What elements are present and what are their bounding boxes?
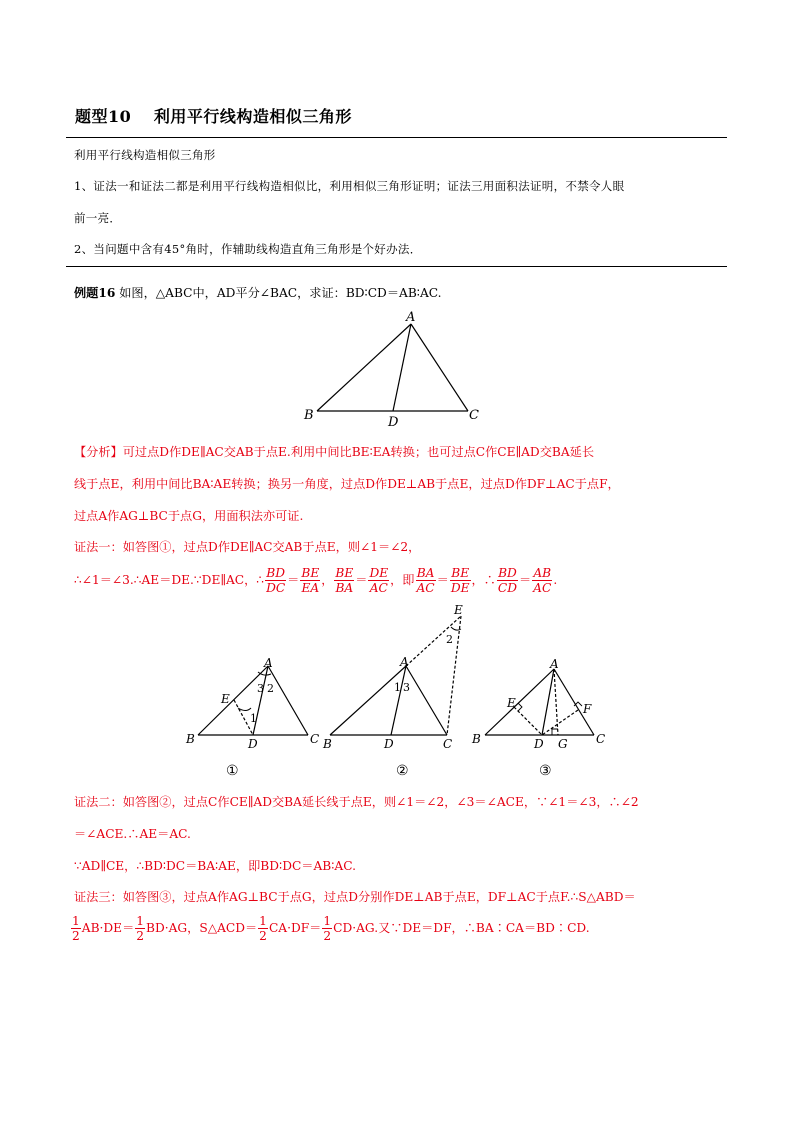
fig2-label-b: B [323, 737, 332, 751]
main-label-d: D [388, 415, 399, 430]
fraction-half: $\frac{1}{2}$ [72, 914, 80, 944]
fraction-half: $\frac{1}{2}$ [136, 914, 145, 944]
section-title: 题型10 利用平行线构造相似三角形 [75, 107, 352, 126]
fraction: $\frac{BE}{EA}$ [301, 566, 320, 596]
analysis-line-3: 过点A作AG⊥BC于点G，用面积法亦可证. [74, 509, 304, 523]
main-label-a: A [406, 310, 416, 325]
fig1-angle-2: 2 [267, 682, 274, 695]
proof3-line-2: $\frac{1}{2}$ AB·DE＝ $\frac{1}{2}$ BD·AG，S△ACD＝ $\frac{1}{2}$ CA·DF＝ $\frac{1}{2}$ CD·AG.又∵DE＝DF，∴BA∶CA＝BD∶CD. [72, 914, 590, 944]
example-label: 例题16 [74, 286, 116, 300]
fig2-label-c: C [443, 737, 453, 751]
fig1-label-d: D [248, 737, 258, 751]
fraction: $\frac{AB}{AC}$ [533, 566, 552, 596]
analysis-line-1: 【分析】可过点D作DE∥AC交AB于点E.利用中间比BE∶EA转换；也可过点C作CE∥AD交BA延长 [74, 445, 595, 459]
fraction: $\frac{BD}{DC}$ [266, 566, 286, 596]
proof1-line-1: 证法一：如答图①，过点D作DE∥AC交AB于点E，则∠1＝∠2， [74, 540, 421, 554]
main-label-c: C [469, 408, 479, 423]
fig2-caption: ② [396, 763, 409, 779]
example-text: 如图，△ABC中，AD平分∠BAC，求证：BD∶CD＝AB∶AC. [119, 286, 442, 300]
fig3-label-g: G [558, 737, 568, 751]
fig3-label-b: B [472, 732, 481, 746]
proof2-line-2: ＝∠ACE.∴AE＝AC. [74, 827, 191, 841]
proof1-line-2: ∴∠1＝∠3.∴AE＝DE.∵DE∥AC，∴ $\frac{BD}{DC}$ ＝ $\frac{BE}{EA}$ ， $\frac{BE}{BA}$ ＝ $\frac{DE}{AC}$ ，即 $\frac{BA}{AC}$ ＝ $\frac{BE}{DE}$ ，∴ $\frac{BD}{CD}$ ＝ $\frac{AB}{AC}$ . [74, 566, 558, 596]
fraction: $\frac{BE}{DE}$ [450, 566, 470, 596]
tip-2: 2、当问题中含有45°角时，作辅助线构造直角三角形是个好办法． [74, 242, 422, 256]
fig2-angle-1: 1 [394, 681, 401, 694]
analysis-line-2: 线于点E，利用中间比BA∶AE转换；换另一角度，过点D作DE⊥AB于点E，过点D作DF⊥AC于点F， [74, 477, 620, 491]
fig2-label-d: D [384, 737, 394, 751]
proof3-line-1: 证法三：如答图③，过点A作AG⊥BC于点G，过点D分别作DE⊥AB于点E，DF⊥AC于点F.∴S△ABD＝ [74, 890, 636, 904]
fraction-half: $\frac{1}{2}$ [323, 914, 332, 944]
fig1-label-b: B [186, 732, 195, 746]
fig1-caption: ① [226, 763, 239, 779]
fraction: $\frac{DE}{AC}$ [369, 566, 389, 596]
tip-subtitle: 利用平行线构造相似三角形 [74, 148, 216, 162]
fig2-angle-2: 2 [446, 633, 453, 646]
proof1-prefix: ∴∠1＝∠3.∴AE＝DE.∵DE∥AC，∴ [74, 573, 265, 588]
fig2-label-e: E [454, 603, 463, 617]
fig1-angle-1: 1 [250, 712, 257, 725]
tip-1-line-1: 1、证法一和证法二都是利用平行线构造相似比，利用相似三角形证明；证法三用面积法证明，不禁令人眼 [74, 179, 625, 193]
proof2-line-1: 证法二：如答图②，过点C作CE∥AD交BA延长线于点E，则∠1＝∠2，∠3＝∠ACE，∵∠1＝∠3，∴∠2 [74, 795, 639, 809]
fig3-label-e: E [507, 696, 516, 710]
fig3-label-d: D [534, 737, 544, 751]
fig1-label-a: A [264, 656, 273, 670]
proof2-line-3: ∵AD∥CE，∴BD∶DC＝BA∶AE，即BD∶DC＝AB∶AC. [74, 859, 356, 873]
fig1-angle-3: 3 [257, 682, 264, 695]
fig1-label-e: E [221, 692, 230, 706]
fig1-label-c: C [310, 732, 320, 746]
fraction: $\frac{BD}{CD}$ [497, 566, 517, 596]
fig3-label-a: A [550, 657, 559, 671]
fraction: $\frac{BE}{BA}$ [335, 566, 354, 596]
main-label-b: B [304, 408, 314, 423]
fig3-caption: ③ [539, 763, 552, 779]
fig3-label-f: F [583, 702, 592, 716]
fig2-label-a: A [400, 655, 409, 669]
fig2-angle-3: 3 [403, 681, 410, 694]
fraction: $\frac{BA}{AC}$ [416, 566, 435, 596]
fraction-half: $\frac{1}{2}$ [259, 914, 267, 944]
tip-1-line-2: 前一亮． [74, 211, 122, 225]
fig3-label-c: C [596, 732, 606, 746]
